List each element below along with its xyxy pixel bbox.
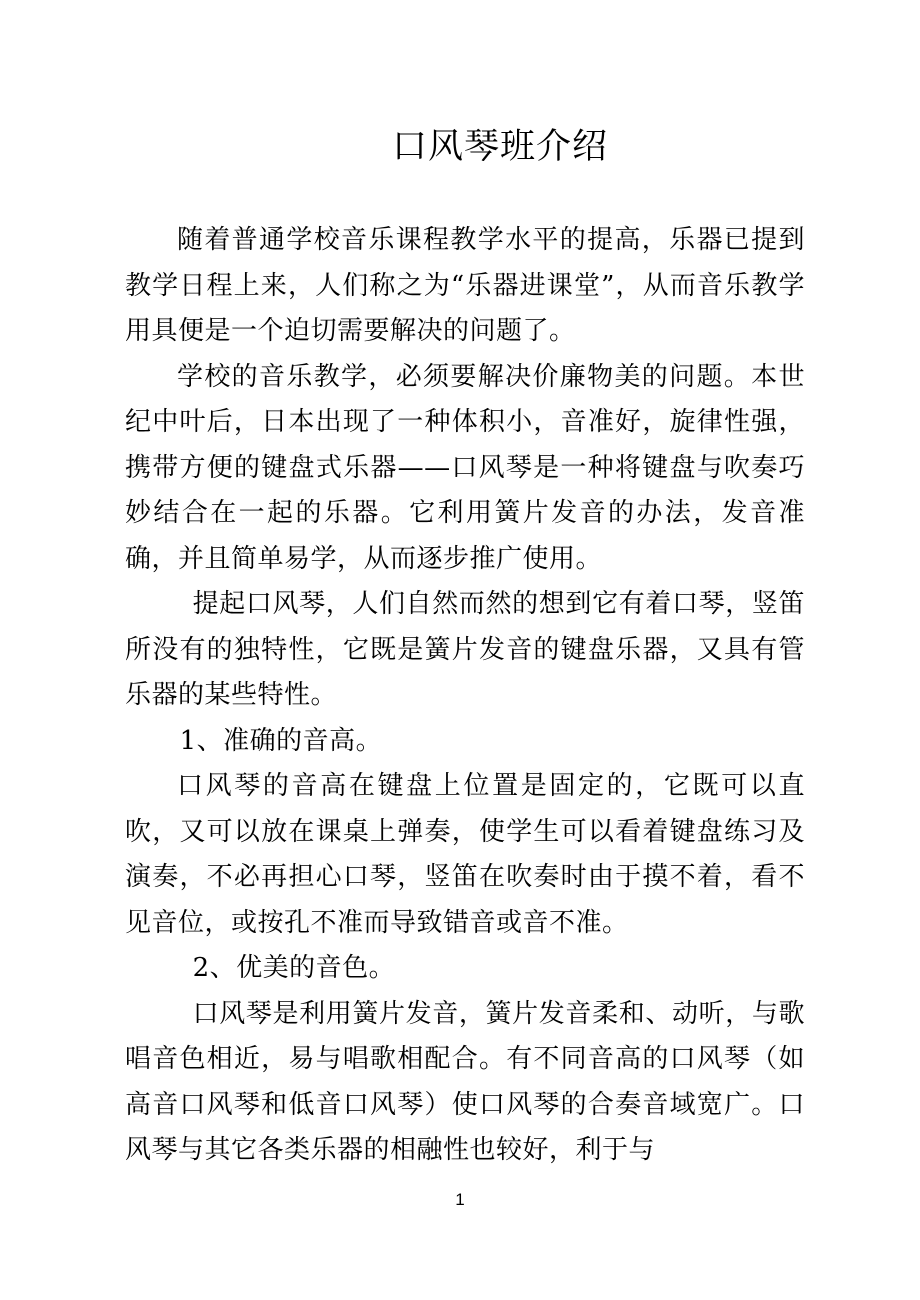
paragraph-features: 提起口风琴，人们自然而然的想到它有着口琴，竖笛所没有的独特性，它既是簧片发音的键盘乐器，又具有管乐器的某些特性。 — [125, 589, 805, 710]
section-heading-timbre: 2、优美的音色。 — [192, 953, 396, 983]
section-heading-pitch: 1、准确的音高。 — [179, 725, 383, 756]
paragraph-school-music: 学校的音乐教学，必须要解决价廉物美的问题。本世纪中叶后，日本出现了一种体积小，音准好，旋律性强，携带方便的键盘式乐器——口风琴是一种将键盘与吹奏巧妙结合在一起的乐器。它利用簧片发音的办法，发音准确，并且简单易学，从而逐步推广使用。 — [125, 361, 805, 574]
document-body — [125, 218, 805, 1174]
paragraph-intro: 随着普通学校音乐课程教学水平的提高，乐器已提到教学日程上来，人们称之为“乐器进课堂”，从而音乐教学用具便是一个迫切需要解决的问题了。 — [125, 225, 805, 346]
page-number: 1 — [455, 1190, 465, 1209]
paragraph-timbre: 口风琴是利用簧片发音，簧片发音柔和、动听，与歌唱音色相近，易与唱歌相配合。有不同音高的口风琴（如高音口风琴和低音口风琴）使口风琴的合奏音域宽广。口风琴与其它各类乐器的相融性也较好，利于与 — [125, 998, 805, 1165]
page-title: 口风琴班介绍 — [391, 127, 608, 167]
paragraph-pitch: 口风琴的音高在键盘上位置是固定的，它既可以直吹，又可以放在课桌上弹奏，使学生可以看着键盘练习及演奏，不必再担心口琴，竖笛在吹奏时由于摸不着，看不见音位，或按孔不准而导致错音或音不准。 — [125, 771, 805, 938]
